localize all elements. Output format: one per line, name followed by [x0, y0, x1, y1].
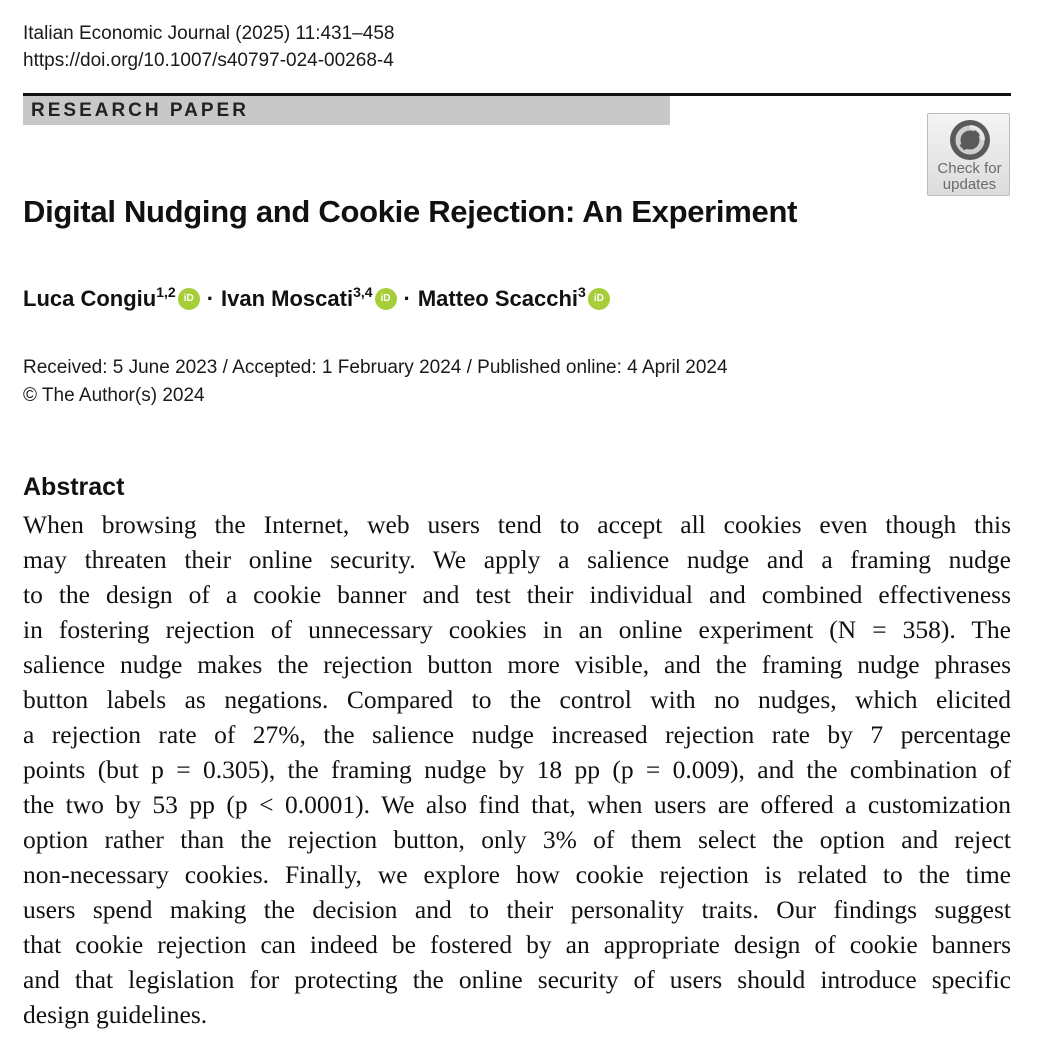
- abstract-line: and that legislation for protecting the online security of users should introduce specific: [23, 965, 1011, 994]
- copyright-notice: © The Author(s) 2024: [23, 385, 205, 406]
- abstract-line: may threaten their online security. We apply a salience nudge and a framing nudge: [23, 545, 1011, 574]
- orcid-glyph: iD: [593, 293, 604, 304]
- doi-link[interactable]: https://doi.org/10.1007/s40797-024-00268-4: [23, 50, 394, 71]
- publication-history: Received: 5 June 2023 / Accepted: 1 February 2024 / Published online: 4 April 2024: [23, 357, 728, 378]
- article-type-band: [23, 96, 670, 125]
- author-affiliation-marks: 1,2: [156, 284, 176, 300]
- abstract-line: in fostering rejection of unnecessary cookies in an online experiment (N = 358). The: [23, 615, 1011, 644]
- author-name[interactable]: Ivan Moscati: [221, 286, 354, 311]
- abstract-line: points (but p = 0.305), the framing nudge by 18 pp (p = 0.009), and the combination of: [23, 755, 1011, 784]
- journal-citation: Italian Economic Journal (2025) 11:431–458: [23, 23, 395, 44]
- abstract-line: option rather than the rejection button, only 3% of them select the option and reject: [23, 825, 1011, 854]
- check-for-updates-label: [928, 161, 1011, 193]
- orcid-icon[interactable]: [178, 288, 200, 310]
- orcid-icon[interactable]: [588, 288, 610, 310]
- abstract-line: non-necessary cookies. Finally, we explore how cookie rejection is related to the time: [23, 860, 1011, 889]
- author-separator: ·: [206, 286, 215, 311]
- abstract-heading: Abstract: [23, 473, 125, 501]
- author-name[interactable]: Matteo Scacchi: [417, 286, 579, 311]
- abstract-body: [23, 507, 1011, 1032]
- article-type-label: RESEARCH PAPER: [31, 100, 249, 121]
- orcid-glyph: iD: [380, 293, 391, 304]
- author-name[interactable]: Luca Congiu: [23, 286, 157, 311]
- abstract-line: design guidelines.: [23, 1000, 208, 1029]
- abstract-line: salience nudge makes the rejection button more visible, and the framing nudge phrases: [23, 650, 1011, 679]
- abstract-line: a rejection rate of 27%, the salience nudge increased rejection rate by 7 percentage: [23, 720, 1011, 749]
- check-for-updates-line-1: Check for: [937, 160, 1002, 177]
- check-for-updates-button[interactable]: [927, 113, 1010, 196]
- abstract-line: users spend making the decision and to their personality traits. Our findings suggest: [23, 895, 1011, 924]
- abstract-line: button labels as negations. Compared to the control with no nudges, which elicited: [23, 685, 1011, 714]
- paper-title: Digital Nudging and Cookie Rejection: An Experiment: [23, 194, 798, 229]
- author-list: [23, 284, 610, 314]
- check-for-updates-line-2: updates: [942, 176, 997, 193]
- abstract-line: When browsing the Internet, web users tend to accept all cookies even though this: [23, 510, 1011, 539]
- orcid-icon[interactable]: [375, 288, 397, 310]
- abstract-line: that cookie rejection can indeed be fostered by an appropriate design of cookie banners: [23, 930, 1011, 959]
- abstract-line: to the design of a cookie banner and test their individual and combined effectiveness: [23, 580, 1011, 609]
- author-separator: ·: [403, 286, 411, 311]
- check-for-updates-icon: [948, 118, 992, 162]
- author-affiliation-marks: 3,4: [353, 284, 373, 300]
- orcid-glyph: iD: [183, 293, 194, 304]
- abstract-line: the two by 53 pp (p < 0.0001). We also find that, when users are offered a customization: [23, 790, 1011, 819]
- author-affiliation-marks: 3: [578, 284, 586, 300]
